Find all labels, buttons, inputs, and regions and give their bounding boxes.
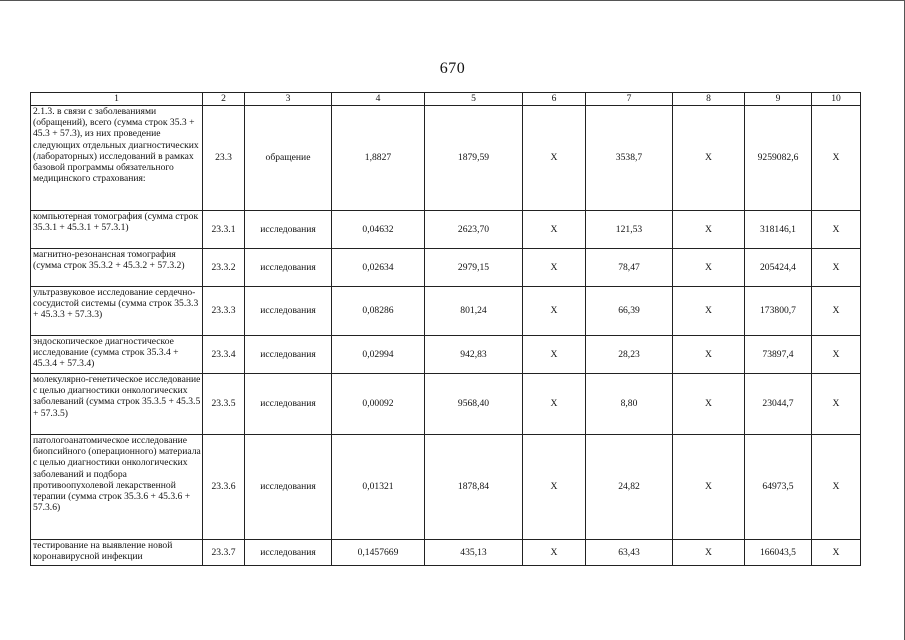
table-cell: 2623,70 <box>425 211 523 249</box>
row-unit: исследования <box>245 435 332 540</box>
table-cell: 801,24 <box>425 287 523 336</box>
table-cell: 8,80 <box>586 374 673 435</box>
table-cell: X <box>523 374 586 435</box>
table-cell: X <box>812 211 861 249</box>
row-description: патологоанатомическое исследование биопсийного (операционного) материала с целью диагностики онкологических заболеваний и подбора противоопухолевой лекарственной терапии (сумма строк 35.3.6 + 45.3.6 + 57.3.6) <box>31 435 203 540</box>
table-cell: X <box>673 211 745 249</box>
column-header: 6 <box>523 93 586 106</box>
table-cell: X <box>812 435 861 540</box>
table-cell: 205424,4 <box>745 249 812 287</box>
data-table <box>30 92 861 566</box>
table-cell: 3538,7 <box>586 106 673 211</box>
column-header: 8 <box>673 93 745 106</box>
table-cell: 64973,5 <box>745 435 812 540</box>
table-row <box>31 106 861 211</box>
page-top-edge <box>0 0 905 1</box>
table-cell: X <box>523 106 586 211</box>
table-cell: 66,39 <box>586 287 673 336</box>
row-unit: исследования <box>245 540 332 566</box>
table-cell: X <box>523 249 586 287</box>
table-cell: 63,43 <box>586 540 673 566</box>
row-code: 23.3.7 <box>203 540 245 566</box>
row-description: молекулярно-генетическое исследование с целью диагностики онкологических заболеваний (сумма строк 35.3.5 + 45.3.5 + 57.3.5) <box>31 374 203 435</box>
table-cell: X <box>673 106 745 211</box>
column-header: 9 <box>745 93 812 106</box>
row-code: 23.3.2 <box>203 249 245 287</box>
table-cell: 435,13 <box>425 540 523 566</box>
table-cell: X <box>812 374 861 435</box>
row-description: тестирование на выявление новой коронавирусной инфекции <box>31 540 203 566</box>
table-cell: 0,01321 <box>332 435 425 540</box>
table-cell: X <box>812 336 861 374</box>
row-unit: обращение <box>245 106 332 211</box>
table-cell: 0,02994 <box>332 336 425 374</box>
table-row <box>31 374 861 435</box>
row-unit: исследования <box>245 249 332 287</box>
table-cell: 9568,40 <box>425 374 523 435</box>
table-cell: 942,83 <box>425 336 523 374</box>
table-row <box>31 540 861 566</box>
table-cell: X <box>812 287 861 336</box>
row-description: эндоскопическое диагностическое исследование (сумма строк 35.3.4 + 45.3.4 + 57.3.4) <box>31 336 203 374</box>
table-cell: X <box>812 249 861 287</box>
table-cell: 0,1457669 <box>332 540 425 566</box>
table-cell: 1879,59 <box>425 106 523 211</box>
table-cell: 166043,5 <box>745 540 812 566</box>
row-code: 23.3 <box>203 106 245 211</box>
table-cell: X <box>523 211 586 249</box>
table-row <box>31 336 861 374</box>
table-cell: X <box>523 287 586 336</box>
table-cell: 78,47 <box>586 249 673 287</box>
table-cell: 2979,15 <box>425 249 523 287</box>
table-cell: X <box>523 435 586 540</box>
table-cell: 28,23 <box>586 336 673 374</box>
row-unit: исследования <box>245 287 332 336</box>
table-cell: X <box>673 287 745 336</box>
table-cell: X <box>673 540 745 566</box>
column-header: 10 <box>812 93 861 106</box>
table-header-row <box>31 93 861 106</box>
table-cell: 9259082,6 <box>745 106 812 211</box>
column-header: 1 <box>31 93 203 106</box>
row-code: 23.3.5 <box>203 374 245 435</box>
table-cell: 121,53 <box>586 211 673 249</box>
row-description: ультразвуковое исследование сердечно-сосудистой системы (сумма строк 35.3.3 + 45.3.3 + 57.3.3) <box>31 287 203 336</box>
column-header: 2 <box>203 93 245 106</box>
row-description: 2.1.3. в связи с заболеваниями (обращений), всего (сумма строк 35.3 + 45.3 + 57.3), из них проведение следующих отдельных диагностических (лабораторных) исследований в рамках базовой программы обязательного медицинского страхования: <box>31 106 203 211</box>
table-row <box>31 211 861 249</box>
table-cell: X <box>673 435 745 540</box>
row-code: 23.3.3 <box>203 287 245 336</box>
table-cell: 73897,4 <box>745 336 812 374</box>
row-unit: исследования <box>245 336 332 374</box>
table-cell: X <box>523 336 586 374</box>
table-row <box>31 249 861 287</box>
table-cell: X <box>812 106 861 211</box>
table-cell: 0,08286 <box>332 287 425 336</box>
table-cell: X <box>673 249 745 287</box>
table-cell: X <box>673 336 745 374</box>
table-cell: 0,00092 <box>332 374 425 435</box>
table-row <box>31 435 861 540</box>
row-code: 23.3.1 <box>203 211 245 249</box>
row-code: 23.3.4 <box>203 336 245 374</box>
row-unit: исследования <box>245 374 332 435</box>
column-header: 7 <box>586 93 673 106</box>
table-cell: 0,02634 <box>332 249 425 287</box>
table-cell: 318146,1 <box>745 211 812 249</box>
column-header: 5 <box>425 93 523 106</box>
table-cell: 23044,7 <box>745 374 812 435</box>
row-description: компьютерная томография (сумма строк 35.3.1 + 45.3.1 + 57.3.1) <box>31 211 203 249</box>
row-code: 23.3.6 <box>203 435 245 540</box>
table-cell: X <box>523 540 586 566</box>
table-cell: 173800,7 <box>745 287 812 336</box>
table-row <box>31 287 861 336</box>
row-description: магнитно-резонансная томография (сумма строк 35.3.2 + 45.3.2 + 57.3.2) <box>31 249 203 287</box>
table-cell: 1,8827 <box>332 106 425 211</box>
page-number: 670 <box>439 60 466 77</box>
table-cell: 0,04632 <box>332 211 425 249</box>
table-cell: X <box>812 540 861 566</box>
table-cell: 24,82 <box>586 435 673 540</box>
table-cell: 1878,84 <box>425 435 523 540</box>
table-cell: X <box>673 374 745 435</box>
column-header: 4 <box>332 93 425 106</box>
column-header: 3 <box>245 93 332 106</box>
row-unit: исследования <box>245 211 332 249</box>
